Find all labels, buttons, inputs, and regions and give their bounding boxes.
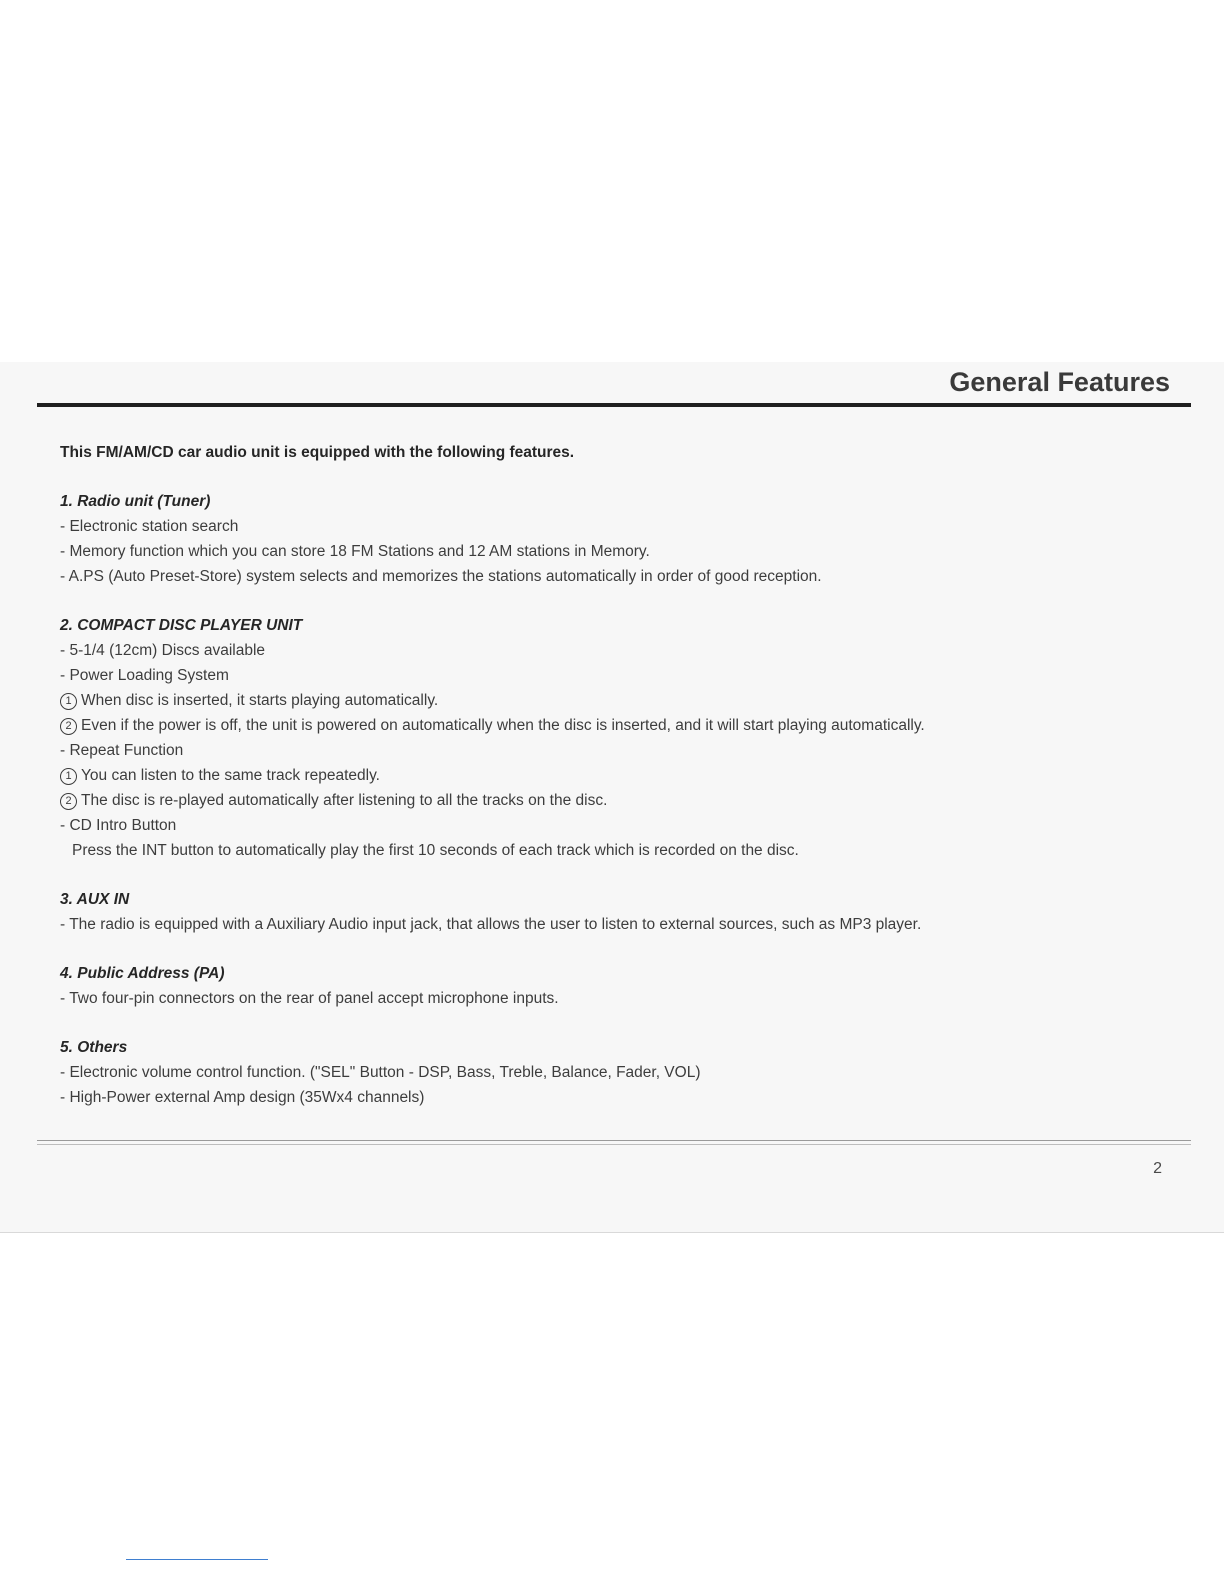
- feature-line: - Electronic volume control function. ("SEL" Button - DSP, Bass, Treble, Balance, Fader, VOL): [60, 1064, 701, 1081]
- page-title: General Features: [949, 367, 1170, 397]
- circled-number-icon: 2: [60, 718, 77, 735]
- scan-mark-line: [126, 1559, 268, 1560]
- feature-line: - Repeat Function: [60, 742, 184, 759]
- numbered-item: [60, 688, 1170, 713]
- circled-number-icon: 1: [60, 768, 77, 785]
- feature-line: - A.PS (Auto Preset-Store) system selects and memorizes the stations automatically in order of good reception.: [60, 568, 822, 585]
- circled-number-icon: 1: [60, 693, 77, 710]
- section-aux-in: [60, 887, 1170, 937]
- feature-line: - CD Intro Button: [60, 817, 177, 834]
- section-heading: 4. Public Address (PA): [60, 965, 225, 982]
- section-heading: 2. COMPACT DISC PLAYER UNIT: [60, 617, 303, 634]
- section-heading: 5. Others: [60, 1039, 128, 1056]
- feature-line: - High-Power external Amp design (35Wx4 channels): [60, 1089, 425, 1106]
- numbered-item-text: You can listen to the same track repeatedly.: [81, 767, 380, 784]
- section-heading: 3. AUX IN: [60, 891, 130, 908]
- section-heading: 1. Radio unit (Tuner): [60, 493, 211, 510]
- numbered-item: [60, 763, 1170, 788]
- feature-line: - The radio is equipped with a Auxiliary Audio input jack, that allows the user to listen to external sources, such as MP3 player.: [60, 916, 922, 933]
- section-others: [60, 1035, 1170, 1110]
- numbered-item: [60, 713, 1170, 738]
- numbered-item-text: The disc is re-played automatically after listening to all the tracks on the disc.: [81, 792, 608, 809]
- section-cd-player: [60, 613, 1170, 863]
- feature-line: - Electronic station search: [60, 518, 239, 535]
- intro-text: This FM/AM/CD car audio unit is equipped with the following features.: [60, 444, 575, 461]
- features-content: [60, 440, 1170, 1134]
- section-public-address: [60, 961, 1170, 1011]
- footer-divider: [37, 1140, 1191, 1141]
- feature-line: - Memory function which you can store 18 FM Stations and 12 AM stations in Memory.: [60, 543, 650, 560]
- circled-number-icon: 2: [60, 793, 77, 810]
- feature-line: - Two four-pin connectors on the rear of panel accept microphone inputs.: [60, 990, 559, 1007]
- feature-line: Press the INT button to automatically play the first 10 seconds of each track which is recorded on the disc.: [72, 842, 799, 859]
- numbered-item-text: Even if the power is off, the unit is powered on automatically when the disc is inserted, and it will start playing automatically.: [81, 717, 925, 734]
- numbered-item: [60, 788, 1170, 813]
- title-divider: [37, 403, 1191, 407]
- numbered-item-text: When disc is inserted, it starts playing automatically.: [81, 692, 439, 709]
- section-radio: [60, 489, 1170, 589]
- feature-line: - Power Loading System: [60, 667, 229, 684]
- feature-line: - 5-1/4 (12cm) Discs available: [60, 642, 266, 659]
- page-number: 2: [1153, 1160, 1162, 1177]
- footer-divider: [37, 1144, 1191, 1145]
